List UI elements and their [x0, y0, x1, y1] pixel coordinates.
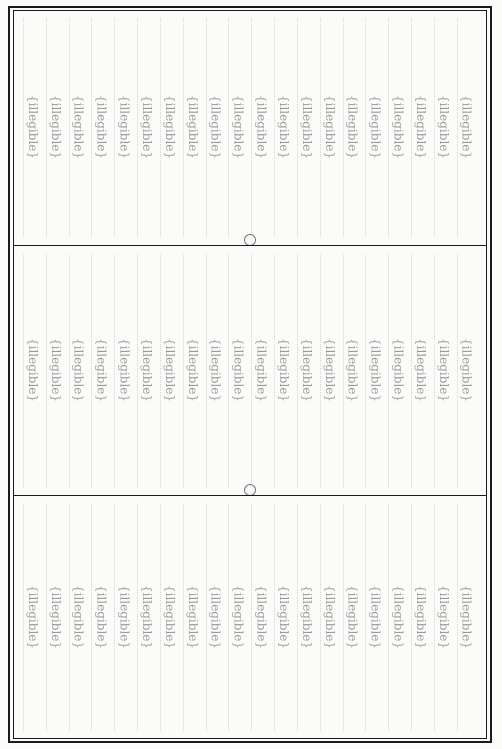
text-column: {illegible} [320, 504, 340, 731]
text-band-middle [13, 245, 487, 495]
text-column: {illegible} [343, 504, 363, 731]
column-row [23, 18, 477, 237]
text-column: {illegible} [297, 254, 317, 487]
text-column: {illegible} [297, 18, 317, 237]
text-column: {illegible} [411, 504, 431, 731]
text-column: {illegible} [160, 18, 180, 237]
text-column: {illegible} [114, 504, 134, 731]
text-column: {illegible} [91, 18, 111, 237]
text-column: {illegible} [274, 504, 294, 731]
text-column: {illegible} [160, 254, 180, 487]
text-column: {illegible} [343, 18, 363, 237]
text-column: {illegible} [183, 254, 203, 487]
text-column: {illegible} [320, 254, 340, 487]
text-column: {illegible} [434, 18, 454, 237]
column-row [23, 254, 477, 487]
text-column: {illegible} [137, 254, 157, 487]
text-column: {illegible} [206, 504, 226, 731]
text-column: {illegible} [274, 18, 294, 237]
text-column: {illegible} [183, 18, 203, 237]
text-column: {illegible} [388, 504, 408, 731]
text-column: {illegible} [46, 254, 66, 487]
text-column: {illegible} [388, 254, 408, 487]
text-column: {illegible} [114, 18, 134, 237]
text-column: {illegible} [69, 254, 89, 487]
text-column: {illegible} [69, 504, 89, 731]
text-column: {illegible} [91, 254, 111, 487]
text-column: {illegible} [206, 18, 226, 237]
text-column: {illegible} [411, 18, 431, 237]
text-column: {illegible} [46, 504, 66, 731]
text-column: {illegible} [23, 18, 43, 237]
text-column: {illegible} [137, 504, 157, 731]
text-column: {illegible} [457, 254, 477, 487]
text-column: {illegible} [251, 254, 271, 487]
text-column: {illegible} [228, 254, 248, 487]
text-column: {illegible} [274, 254, 294, 487]
text-column: {illegible} [457, 504, 477, 731]
text-column: {illegible} [320, 18, 340, 237]
text-column: {illegible} [343, 254, 363, 487]
text-column: {illegible} [114, 254, 134, 487]
text-band-top [13, 10, 487, 245]
text-column: {illegible} [365, 254, 385, 487]
text-column: {illegible} [388, 18, 408, 237]
text-column: {illegible} [160, 504, 180, 731]
text-column: {illegible} [434, 254, 454, 487]
text-column: {illegible} [434, 504, 454, 731]
text-column: {illegible} [228, 18, 248, 237]
text-band-bottom [13, 495, 487, 739]
text-column: {illegible} [183, 504, 203, 731]
text-column: {illegible} [297, 504, 317, 731]
column-row [23, 504, 477, 731]
text-column: {illegible} [23, 504, 43, 731]
text-column: {illegible} [365, 504, 385, 731]
text-column: {illegible} [251, 18, 271, 237]
text-column: {illegible} [251, 504, 271, 731]
text-column: {illegible} [411, 254, 431, 487]
text-column: {illegible} [206, 254, 226, 487]
text-column: {illegible} [91, 504, 111, 731]
text-column: {illegible} [365, 18, 385, 237]
text-column: {illegible} [457, 18, 477, 237]
text-column: {illegible} [69, 18, 89, 237]
text-column: {illegible} [137, 18, 157, 237]
text-column: {illegible} [23, 254, 43, 487]
text-column: {illegible} [46, 18, 66, 237]
text-column: {illegible} [228, 504, 248, 731]
